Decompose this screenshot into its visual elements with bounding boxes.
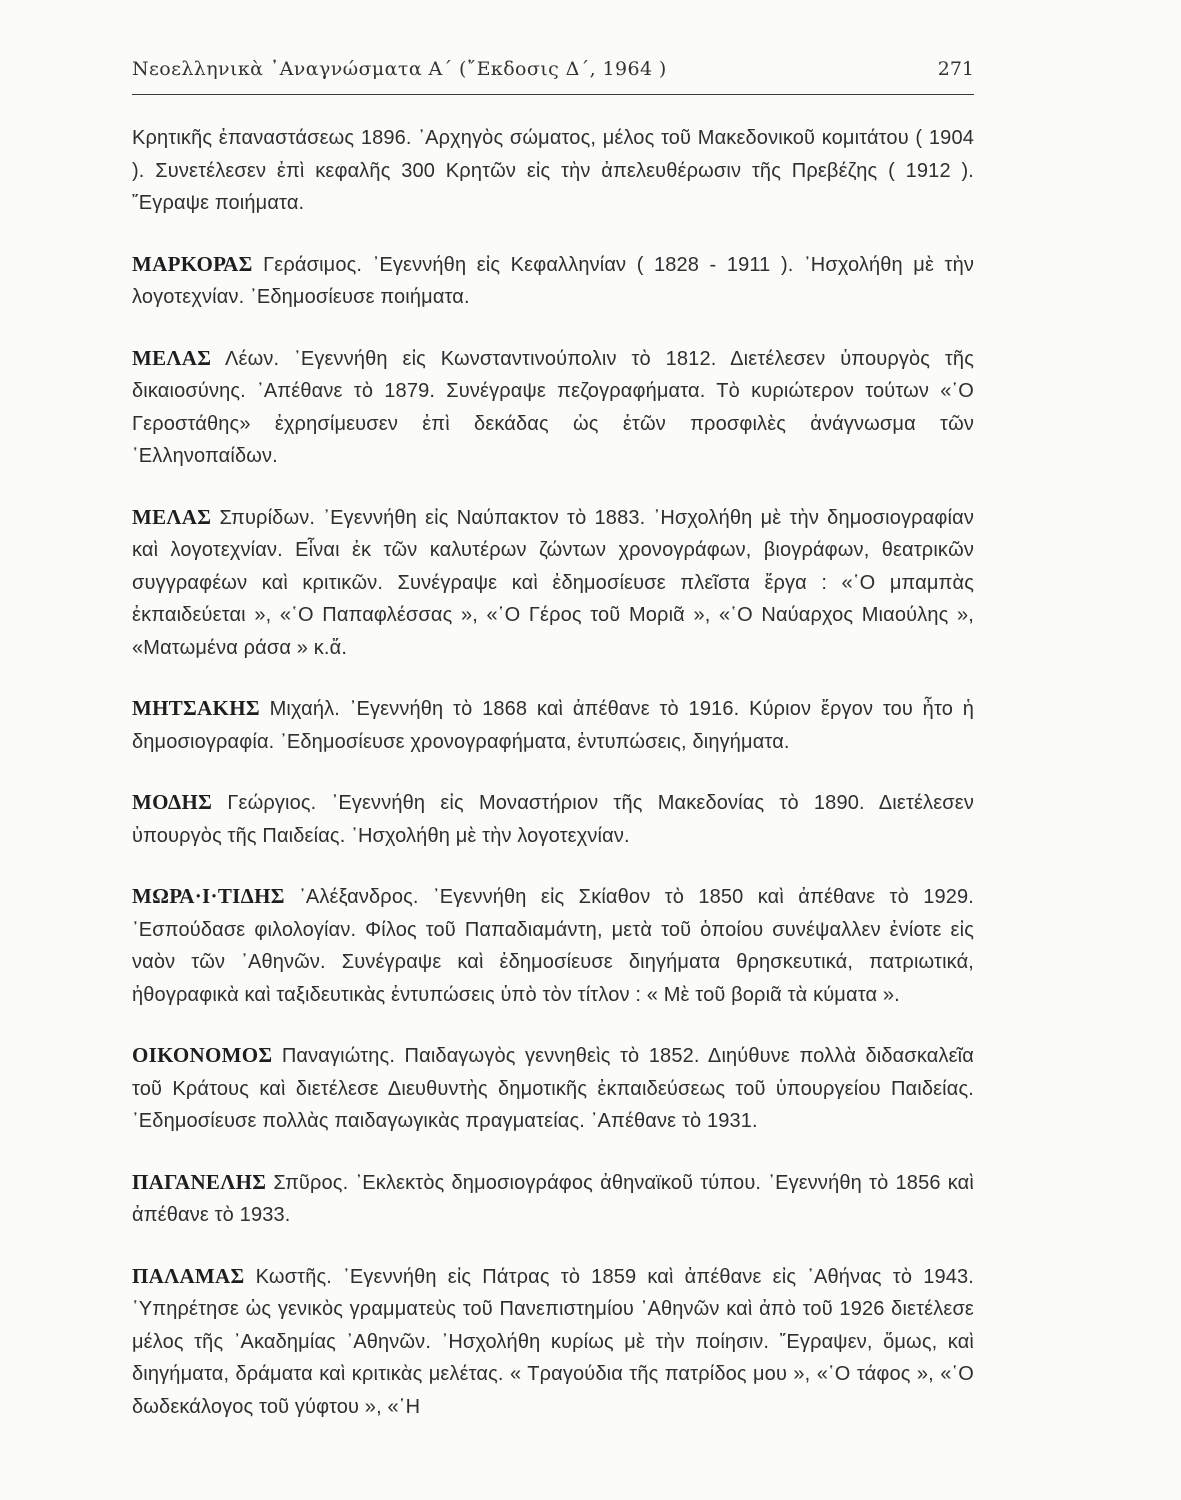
entry-paganelis xyxy=(132,1166,974,1232)
entry-paragraph xyxy=(132,342,974,473)
entry-text: Σπυρίδων. ᾿Εγεννήθη εἰς Ναύπακτον τὸ 1883. ᾿Ησχολήθη μὲ τὴν δημοσιογραφίαν καὶ λογοτεχνίαν. Εἶναι ἐκ τῶν καλυτέρων ζώντων χρονογράφων, βιογράφων, θεατρικῶν συγγραφέων καὶ κριτικῶν. Συνέγραψε καὶ ἐδημοσίευσε πλεῖστα ἔργα : «῾Ο μπαμπὰς ἐκπαιδεύεται », «῾Ο Παπαφλέσσας », «῾Ο Γέρος τοῦ Μοριᾶ », «῾Ο Ναύαρχος Μιαούλης », «Ματωμένα ράσα » κ.ἄ. xyxy=(132,506,974,659)
entry-name: ΠΑΓΑΝΕΛΗΣ xyxy=(132,1169,267,1194)
entry-palamas xyxy=(132,1260,974,1424)
entry-oikonomos xyxy=(132,1039,974,1138)
entry-text: Γεώργιος. ᾿Εγεννήθη εἰς Μοναστήριον τῆς Μακεδονίας τὸ 1890. Διετέλεσεν ὑπουργὸς τῆς Παιδείας. ᾿Ησχολήθη μὲ τὴν λογοτεχνίαν. xyxy=(132,792,974,847)
entry-melas-spyridon xyxy=(132,501,974,665)
entry-text: Λέων. ᾿Εγεννήθη εἰς Κωνσταντινούπολιν τὸ 1812. Διετέλεσεν ὑπουργὸς τῆς δικαιοσύνης. ᾿Απέθανε τὸ 1879. Συνέγραψε πεζογραφήματα. Τὸ κυριώτερον τούτων «῾Ο Γεροστάθης» ἐχρησίμευσεν ἐπὶ δεκάδας ὡς ἐτῶν προσφιλὲς ἀνάγνωσμα τῶν ῾Ελληνοπαίδων. xyxy=(132,347,974,467)
entry-name: ΜΑΡΚΟΡΑΣ xyxy=(132,251,253,276)
entry-name: ΜΕΛΑΣ xyxy=(132,345,212,370)
entry-paragraph xyxy=(132,248,974,314)
running-header xyxy=(132,58,974,95)
biography-list xyxy=(132,122,974,1451)
entry-text: Κρητικῆς ἐπαναστάσεως 1896. ᾿Αρχηγὸς σώματος, μέλος τοῦ Μακεδονικοῦ κομιτάτου ( 1904 ). Συνετέλεσεν ἐπὶ κεφαλῆς 300 Κρητῶν εἰς τὴν ἀπελευθέρωσιν τῆς Πρεβέζης ( 1912 ). ῎Εγραψε ποιήματα. xyxy=(132,127,974,214)
entry-text: Κωστῆς. ᾿Εγεννήθη εἰς Πάτρας τὸ 1859 καὶ ἀπέθανε εἰς ᾿Αθήνας τὸ 1943. ῾Υπηρέτησε ὡς γενικὸς γραμματεὺς τοῦ Πανεπιστημίου ᾿Αθηνῶν καὶ ἀπὸ τοῦ 1926 διετέλεσε μέλος τῆς ᾿Ακαδημίας ᾿Αθηνῶν. ᾿Ησχολήθη κυρίως μὲ τὴν ποίησιν. ῎Εγραψεν, ὅμως, καὶ διηγήματα, δράματα καὶ κριτικὰς μελέτας. « Τραγούδια τῆς πατρίδος μου », «῾Ο τάφος », «῾Ο δωδεκάλογος τοῦ γύφτου », «῾Η xyxy=(132,1265,974,1418)
entry-paragraph xyxy=(132,1166,974,1232)
entry-name: ΜΩΡΑ·Ι·ΤΙΔΗΣ xyxy=(132,884,285,908)
entry-text: Γεράσιμος. ᾿Εγεννήθη εἰς Κεφαλληνίαν ( 1828 - 1911 ). ᾿Ησχολήθη μὲ τὴν λογοτεχνίαν. ᾿Εδημοσίευσε ποιήματα. xyxy=(132,253,974,308)
entry-name: ΜΕΛΑΣ xyxy=(132,504,212,529)
entry-modis xyxy=(132,786,974,852)
entry-mitsakis xyxy=(132,692,974,758)
entry-paragraph xyxy=(132,1039,974,1138)
entry-name: ΜΟΔΗΣ xyxy=(132,790,213,814)
entry-paragraph xyxy=(132,122,974,220)
entry-name: ΠΑΛΑΜΑΣ xyxy=(132,1263,245,1288)
entry-melas-leon xyxy=(132,342,974,473)
header-title: Νεοελληνικὰ ᾿Αναγνώσματα Α΄ (῎Εκδοσις Δ΄, 1964 ) xyxy=(132,58,667,80)
entry-text: Σπῦρος. ᾿Εκλεκτὸς δημοσιογράφος ἀθηναϊκοῦ τύπου. ᾿Εγεννήθη τὸ 1856 καὶ ἀπέθανε τὸ 1933. xyxy=(132,1171,974,1226)
entry-paragraph xyxy=(132,786,974,852)
entry-text: Παναγιώτης. Παιδαγωγὸς γεννηθεὶς τὸ 1852. Διηύθυνε πολλὰ διδασκαλεῖα τοῦ Κράτους καὶ διετέλεσε Διευθυντὴς δημοτικῆς ἐκπαιδεύσεως τοῦ ὑπουργείου Παιδείας. ᾿Εδημοσίευσε πολλὰς παιδαγωγικὰς πραγματείας. ᾿Απέθανε τὸ 1931. xyxy=(132,1045,974,1132)
entry-paragraph xyxy=(132,501,974,665)
entry-text: ᾿Αλέξανδρος. ᾿Εγεννήθη εἰς Σκίαθον τὸ 1850 καὶ ἀπέθανε τὸ 1929. ᾿Εσπούδασε φιλολογίαν. Φίλος τοῦ Παπαδιαμάντη, μετὰ τοῦ ὁποίου συνέψαλλεν ἐνίοτε εἰς ναὸν τῶν ᾿Αθηνῶν. Συνέγραψε καὶ ἐδημοσίευσε διηγήματα θρησκευτικά, πατριωτικά, ἠθογραφικὰ καὶ ταξιδευτικὰς ἐντυπώσεις ὑπὸ τὸν τίτλον : « Μὲ τοῦ βοριᾶ τὰ κύματα ». xyxy=(132,886,974,1006)
entry-text: Μιχαήλ. ᾿Εγεννήθη τὸ 1868 καὶ ἀπέθανε τὸ 1916. Κύριον ἔργον του ἦτο ἡ δημοσιογραφία. ᾿Εδημοσίευσε χρονογραφήματα, ἐντυπώσεις, διηγήματα. xyxy=(132,698,974,753)
entry-paragraph xyxy=(132,1260,974,1424)
entry-markoras xyxy=(132,248,974,314)
entry-moraitidis xyxy=(132,880,974,1011)
entry-continuation xyxy=(132,122,974,220)
page-number: 271 xyxy=(937,58,974,80)
entry-paragraph xyxy=(132,692,974,758)
entry-name: ΟΙΚΟΝΟΜΟΣ xyxy=(132,1043,273,1067)
entry-paragraph xyxy=(132,880,974,1011)
entry-name: ΜΗΤΣΑΚΗΣ xyxy=(132,696,260,720)
